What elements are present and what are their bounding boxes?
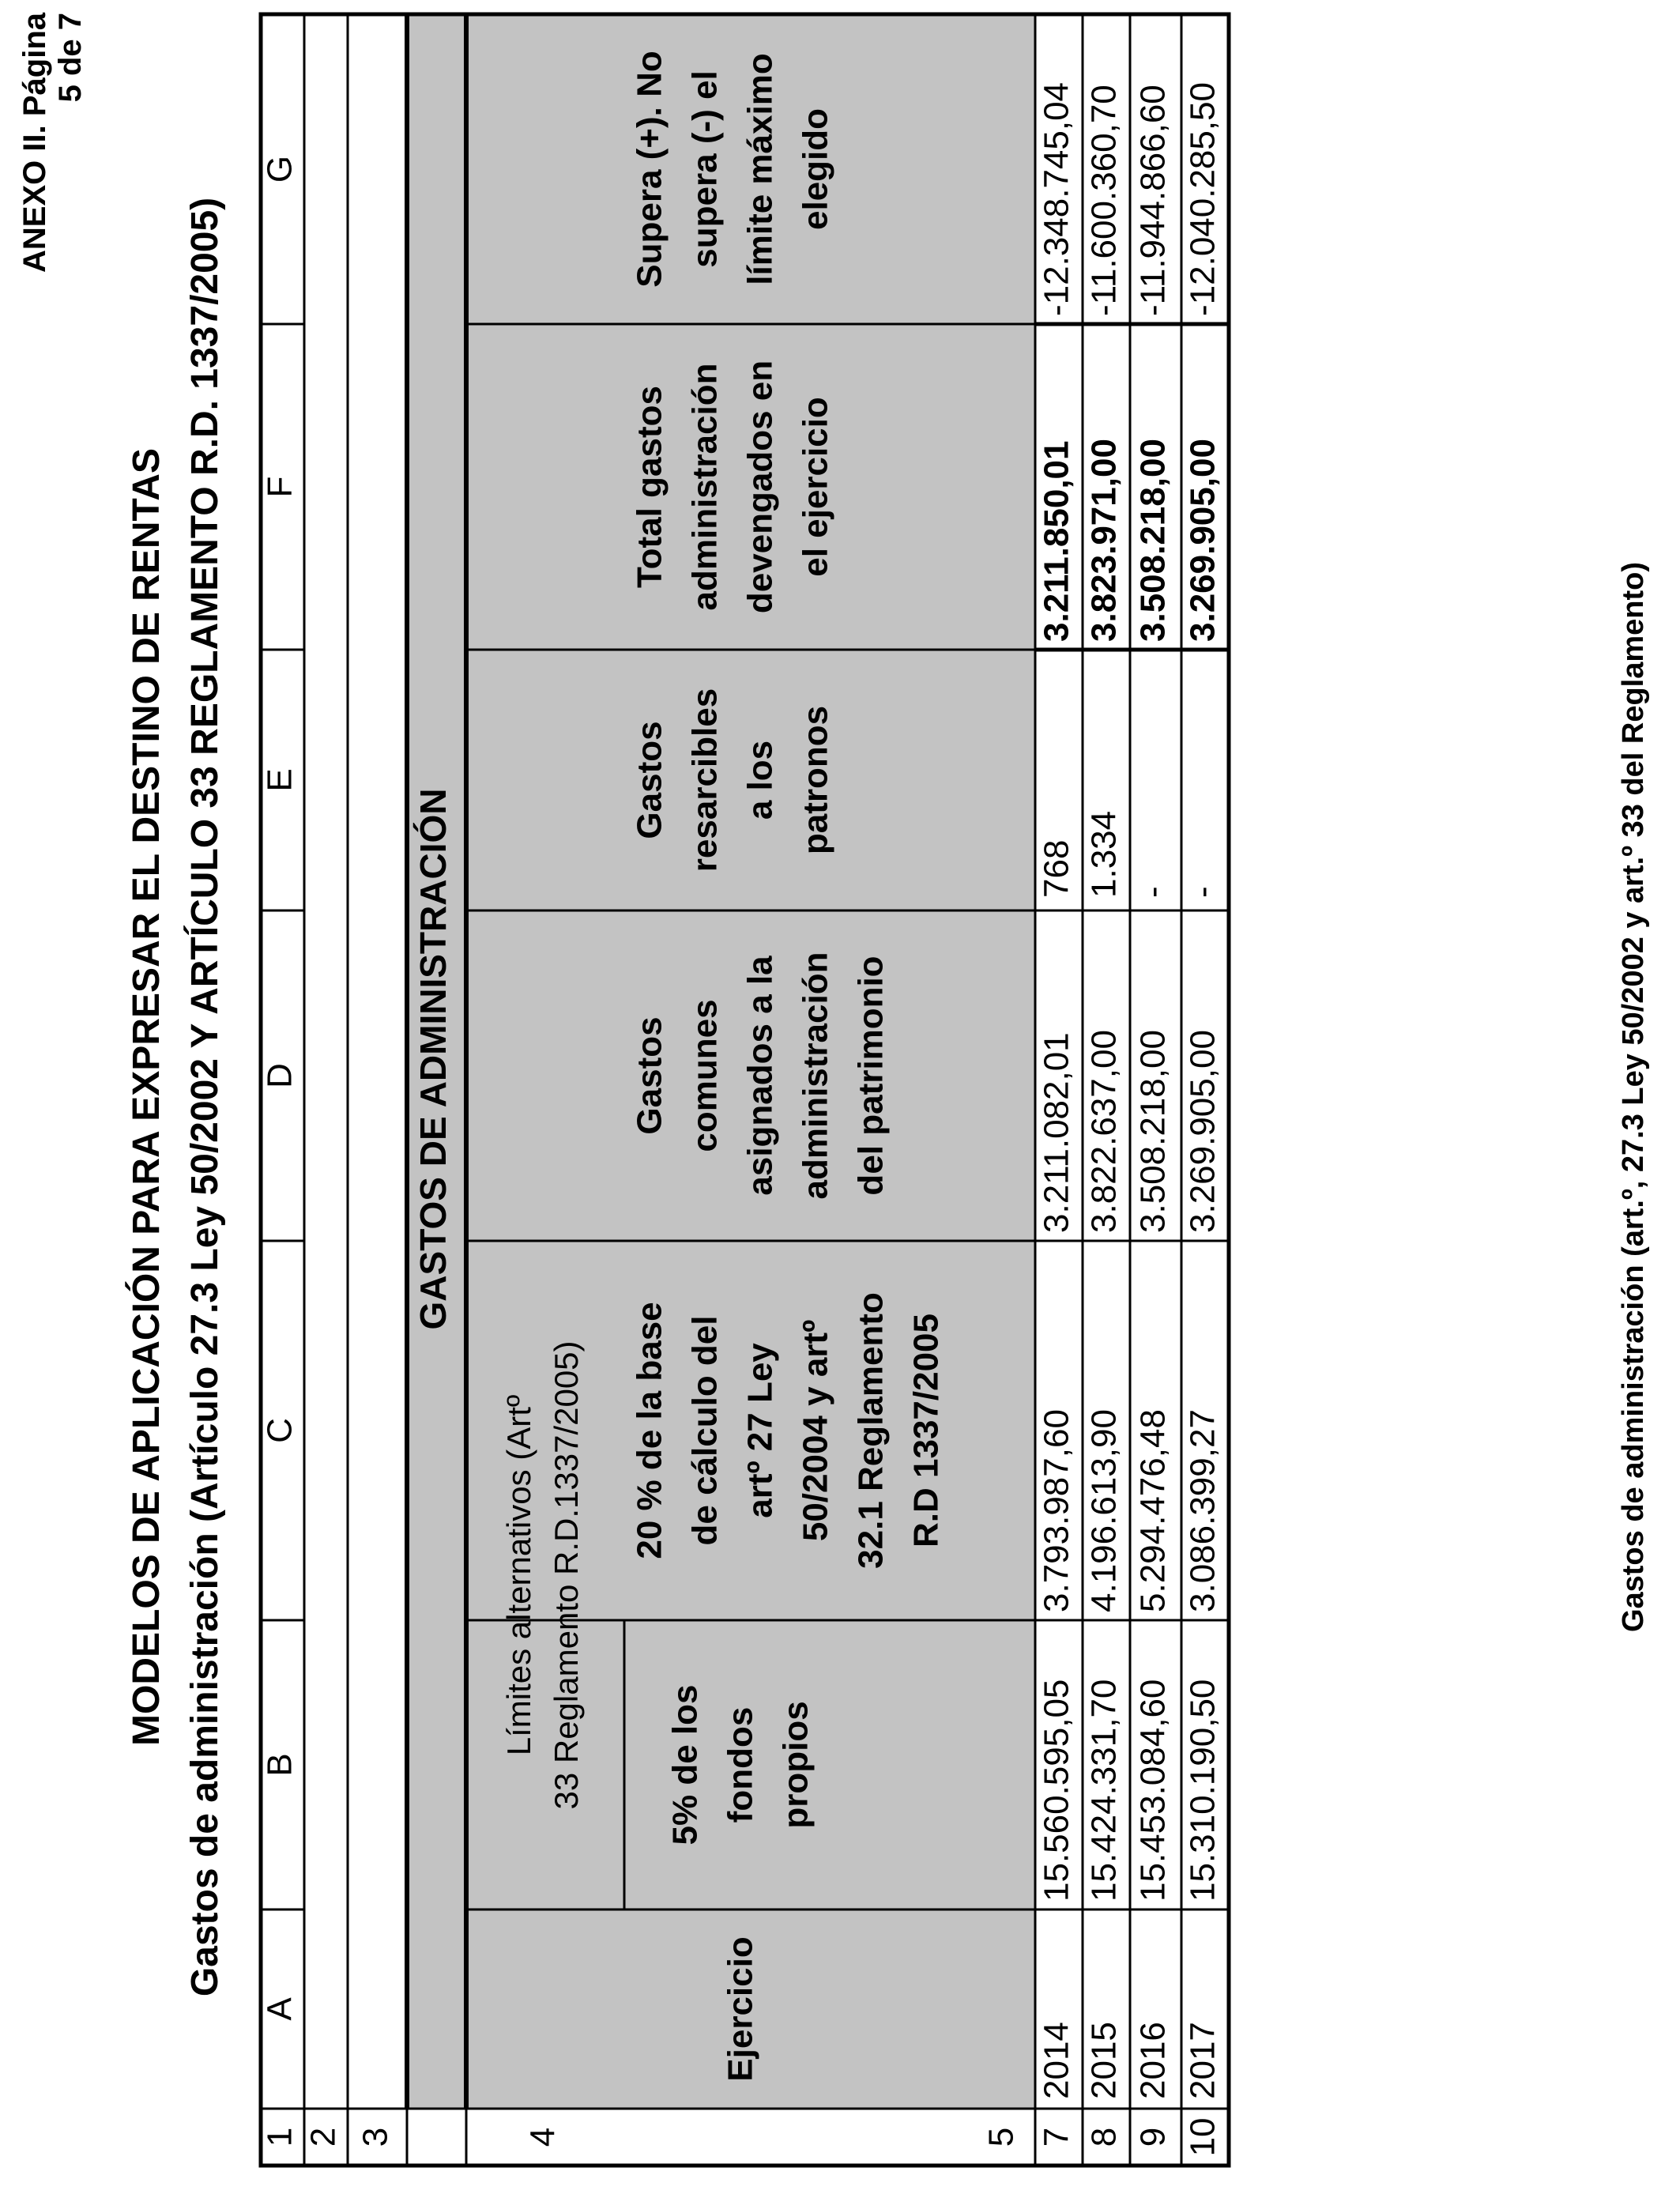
row-number-8: 8 [1084,2127,1124,2147]
header-gastos-resarcibles: resarcibles [685,688,725,873]
cell-fondos-propios: 15.310.190,50 [1183,1679,1222,1902]
header-base-calculo: 32.1 Reglamento [851,1292,891,1569]
cell-supera: -11.944.866,60 [1133,85,1173,316]
header-gastos-comunes: administración [796,952,835,1200]
cell-supera: -11.600.360,70 [1084,85,1124,316]
cell-gastos-comunes: 3.508.218,00 [1133,1030,1173,1233]
header-base-calculo: R.D 1337/2005 [906,1314,946,1547]
cell-fondos-propios: 15.453.084,60 [1133,1679,1173,1902]
column-letter-G: G [260,155,299,183]
header-base-calculo: artº 27 Ley [740,1343,780,1518]
annex-label: ANEXO II. Página 5 de 7 [17,13,88,273]
header-fondos-propios: 5% de los [665,1684,705,1845]
column-letter-E: E [260,768,299,792]
cell-base-calculo: 3.086.399,27 [1183,1409,1222,1612]
row-number-10: 10 [1183,2117,1222,2157]
row-number-7: 7 [1037,2127,1076,2147]
header-gastos-resarcibles: a los [740,740,780,820]
page-title: MODELOS DE APLICACIÓN PARA EXPRESAR EL DESTINO DE RENTAS [126,448,168,1746]
header-gastos-comunes: Gastos [630,1016,669,1135]
cell-ejercicio: 2016 [1133,2022,1173,2099]
header-fondos-propios: propios [776,1701,816,1829]
cell-base-calculo: 4.196.613,90 [1084,1409,1124,1612]
cell-base-calculo: 5.294.476,48 [1133,1409,1173,1612]
cell-supera: -12.040.285,50 [1183,81,1222,316]
row-number-9: 9 [1133,2127,1173,2147]
section-header: GASTOS DE ADMINISTRACIÓN [412,788,454,1330]
cell-total-gastos: 3.269.905,00 [1183,439,1222,642]
cell-fondos-propios: 15.560.595,05 [1037,1679,1076,1902]
header-supera: límite máximo [740,53,780,285]
cell-ejercicio: 2017 [1183,2022,1222,2099]
header-limites: Límites alternativos (Artº [500,1394,538,1756]
row-number-1: 1 [260,2127,299,2147]
cell-supera: -12.348.745,04 [1037,81,1076,316]
row-number-3: 3 [356,2127,395,2147]
header-base-calculo: de cálculo del [685,1315,725,1546]
page-subtitle: Gastos de administración (Artículo 27.3 Ley 50/2002 Y ARTÍCULO 33 REGLAMENTO R.D. 1337/2005) [184,197,226,1997]
cell-gastos-resarcibles: 1.334 [1084,810,1124,898]
row-number-5: 5 [981,2127,1021,2147]
header-gastos-resarcibles: patronos [796,705,835,855]
header-total-gastos: Total gastos [630,386,669,588]
column-letter-D: D [260,1063,299,1088]
cell-fondos-propios: 15.424.331,70 [1084,1679,1124,1902]
cell-gastos-resarcibles: - [1133,886,1173,898]
header-supera: Supera (+). No [630,51,669,288]
header-fondos-propios: fondos [721,1706,760,1823]
cell-base-calculo: 3.793.987,60 [1037,1409,1076,1612]
cell-gastos-resarcibles: - [1183,886,1222,898]
header-gastos-resarcibles: Gastos [630,721,669,839]
header-total-gastos: devengados en [740,360,780,614]
cell-ejercicio: 2014 [1037,2022,1076,2099]
header-supera: supera (-) el [685,70,725,268]
cell-total-gastos: 3.508.218,00 [1133,439,1173,642]
column-letter-B: B [260,1753,299,1777]
cell-gastos-comunes: 3.822.637,00 [1084,1030,1124,1233]
page-footer: Gastos de administración (art.º, 27.3 Ley 50/2002 y art.º 33 del Reglamento) [1617,561,1650,1633]
column-letter-C: C [260,1418,299,1443]
header-limites: 33 Reglamento R.D.1337/2005) [548,1340,586,1810]
header-base-calculo: 20 % de la base [630,1302,669,1559]
header-total-gastos: administración [685,363,725,611]
row-number-2: 2 [303,2127,343,2147]
cell-ejercicio: 2015 [1084,2022,1124,2099]
cell-total-gastos: 3.211.850,01 [1037,440,1076,642]
cell-gastos-resarcibles: 768 [1037,839,1076,898]
column-letter-F: F [260,476,299,498]
header-gastos-comunes: del patrimonio [851,956,891,1196]
cell-gastos-comunes: 3.211.082,01 [1037,1032,1076,1233]
column-letter-A: A [260,1997,299,2021]
cell-total-gastos: 3.823.971,00 [1084,439,1124,642]
header-total-gastos: el ejercicio [796,397,835,577]
row-number-4: 4 [523,2127,563,2147]
header-supera: elegido [796,107,835,231]
header-gastos-comunes: asignados a la [740,956,780,1196]
header-ejercicio: Ejercicio [721,1936,760,2082]
cell-gastos-comunes: 3.269.905,00 [1183,1030,1222,1233]
header-base-calculo: 50/2004 y artº [796,1319,835,1542]
header-gastos-comunes: comunes [685,999,725,1152]
